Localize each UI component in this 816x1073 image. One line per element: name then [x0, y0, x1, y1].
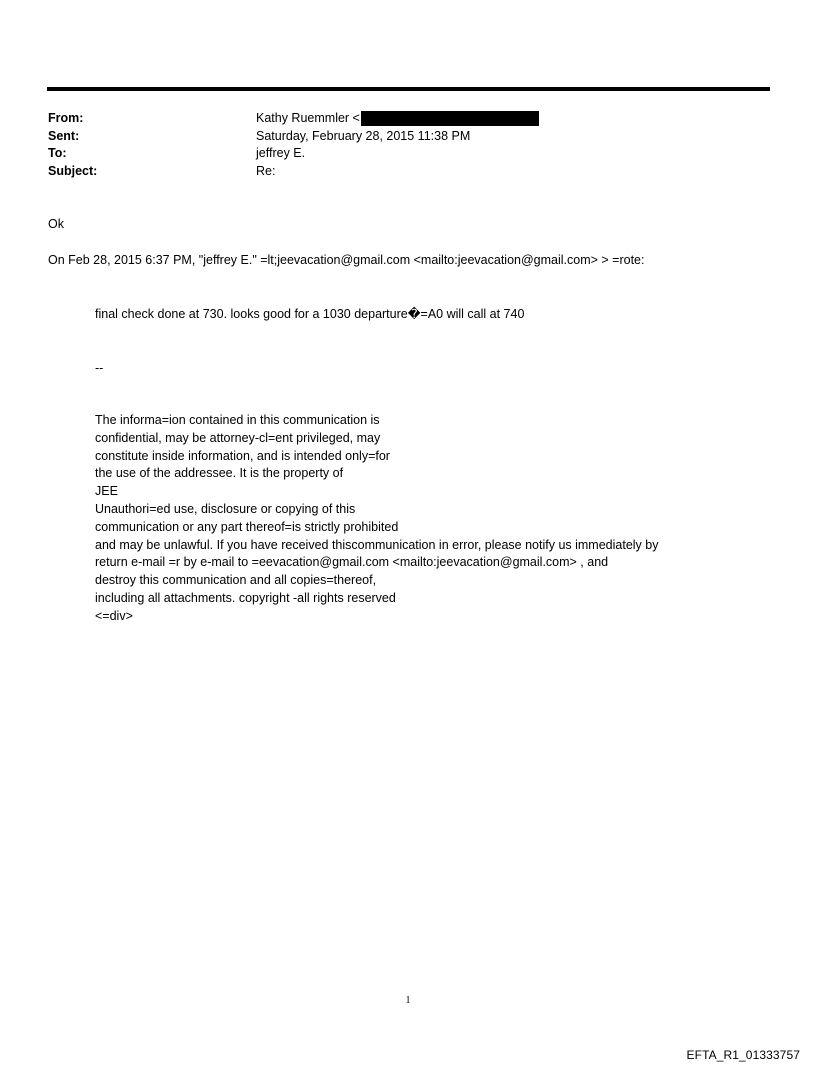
disclaimer-line: Unauthori=ed use, disclosure or copying of this [95, 501, 356, 516]
disclaimer-line: communication or any part thereof=is strictly prohibited [95, 519, 399, 534]
email-header [48, 110, 748, 180]
from-value [256, 110, 748, 128]
disclaimer-line: return e-mail =r by e-mail to =eevacation@gmail.com <mailto:jeevacation@gmail.com> , and [95, 555, 609, 570]
disclaimer-line: <=div> [95, 608, 133, 623]
disclaimer-line: confidential, may be attorney-cl=ent privileged, may [95, 430, 381, 445]
disclaimer-line: JEE [95, 484, 118, 499]
disclaimer-line: constitute inside information, and is intended only=for [95, 448, 390, 463]
sent-value: Saturday, February 28, 2015 11:38 PM [256, 128, 471, 143]
subject-label: Subject: [48, 163, 98, 178]
to-row [48, 145, 748, 163]
quote-intro: On Feb 28, 2015 6:37 PM, "jeffrey E." =lt;jeevacation@gmail.com <mailto:jeevacation@gmail.com> > =rote: [48, 253, 645, 267]
disclaimer-line: and may be unlawful. If you have received thiscommunication in error, please notify us immediately by [95, 537, 659, 552]
disclaimer-line: The informa=ion contained in this communication is [95, 413, 380, 427]
header-divider [47, 87, 770, 91]
signature-separator: -- [95, 361, 104, 375]
to-value: jeffrey E. [256, 146, 306, 160]
bates-number: EFTA_R1_01333757 [686, 1048, 800, 1062]
to-label: To: [48, 146, 67, 160]
from-label: From: [48, 111, 84, 125]
subject-value: Re: [256, 163, 276, 178]
subject-row [48, 163, 748, 181]
reply-text: Ok [48, 217, 64, 231]
disclaimer-line: the use of the addressee. It is the property of [95, 466, 344, 481]
redaction-box [361, 111, 539, 126]
disclaimer-line: including all attachments. copyright -all rights reserved [95, 590, 396, 605]
confidentiality-disclaimer [95, 412, 658, 626]
from-row [48, 110, 748, 128]
quoted-message: final check done at 730. looks good for a 1030 departure�=A0 will call at 740 [95, 307, 525, 321]
page-number: 1 [405, 995, 411, 1006]
disclaimer-line: destroy this communication and all copies=thereof, [95, 573, 377, 588]
sent-label: Sent: [48, 128, 80, 143]
from-sender: Kathy Ruemmler < [256, 111, 360, 125]
sent-row [48, 128, 748, 146]
